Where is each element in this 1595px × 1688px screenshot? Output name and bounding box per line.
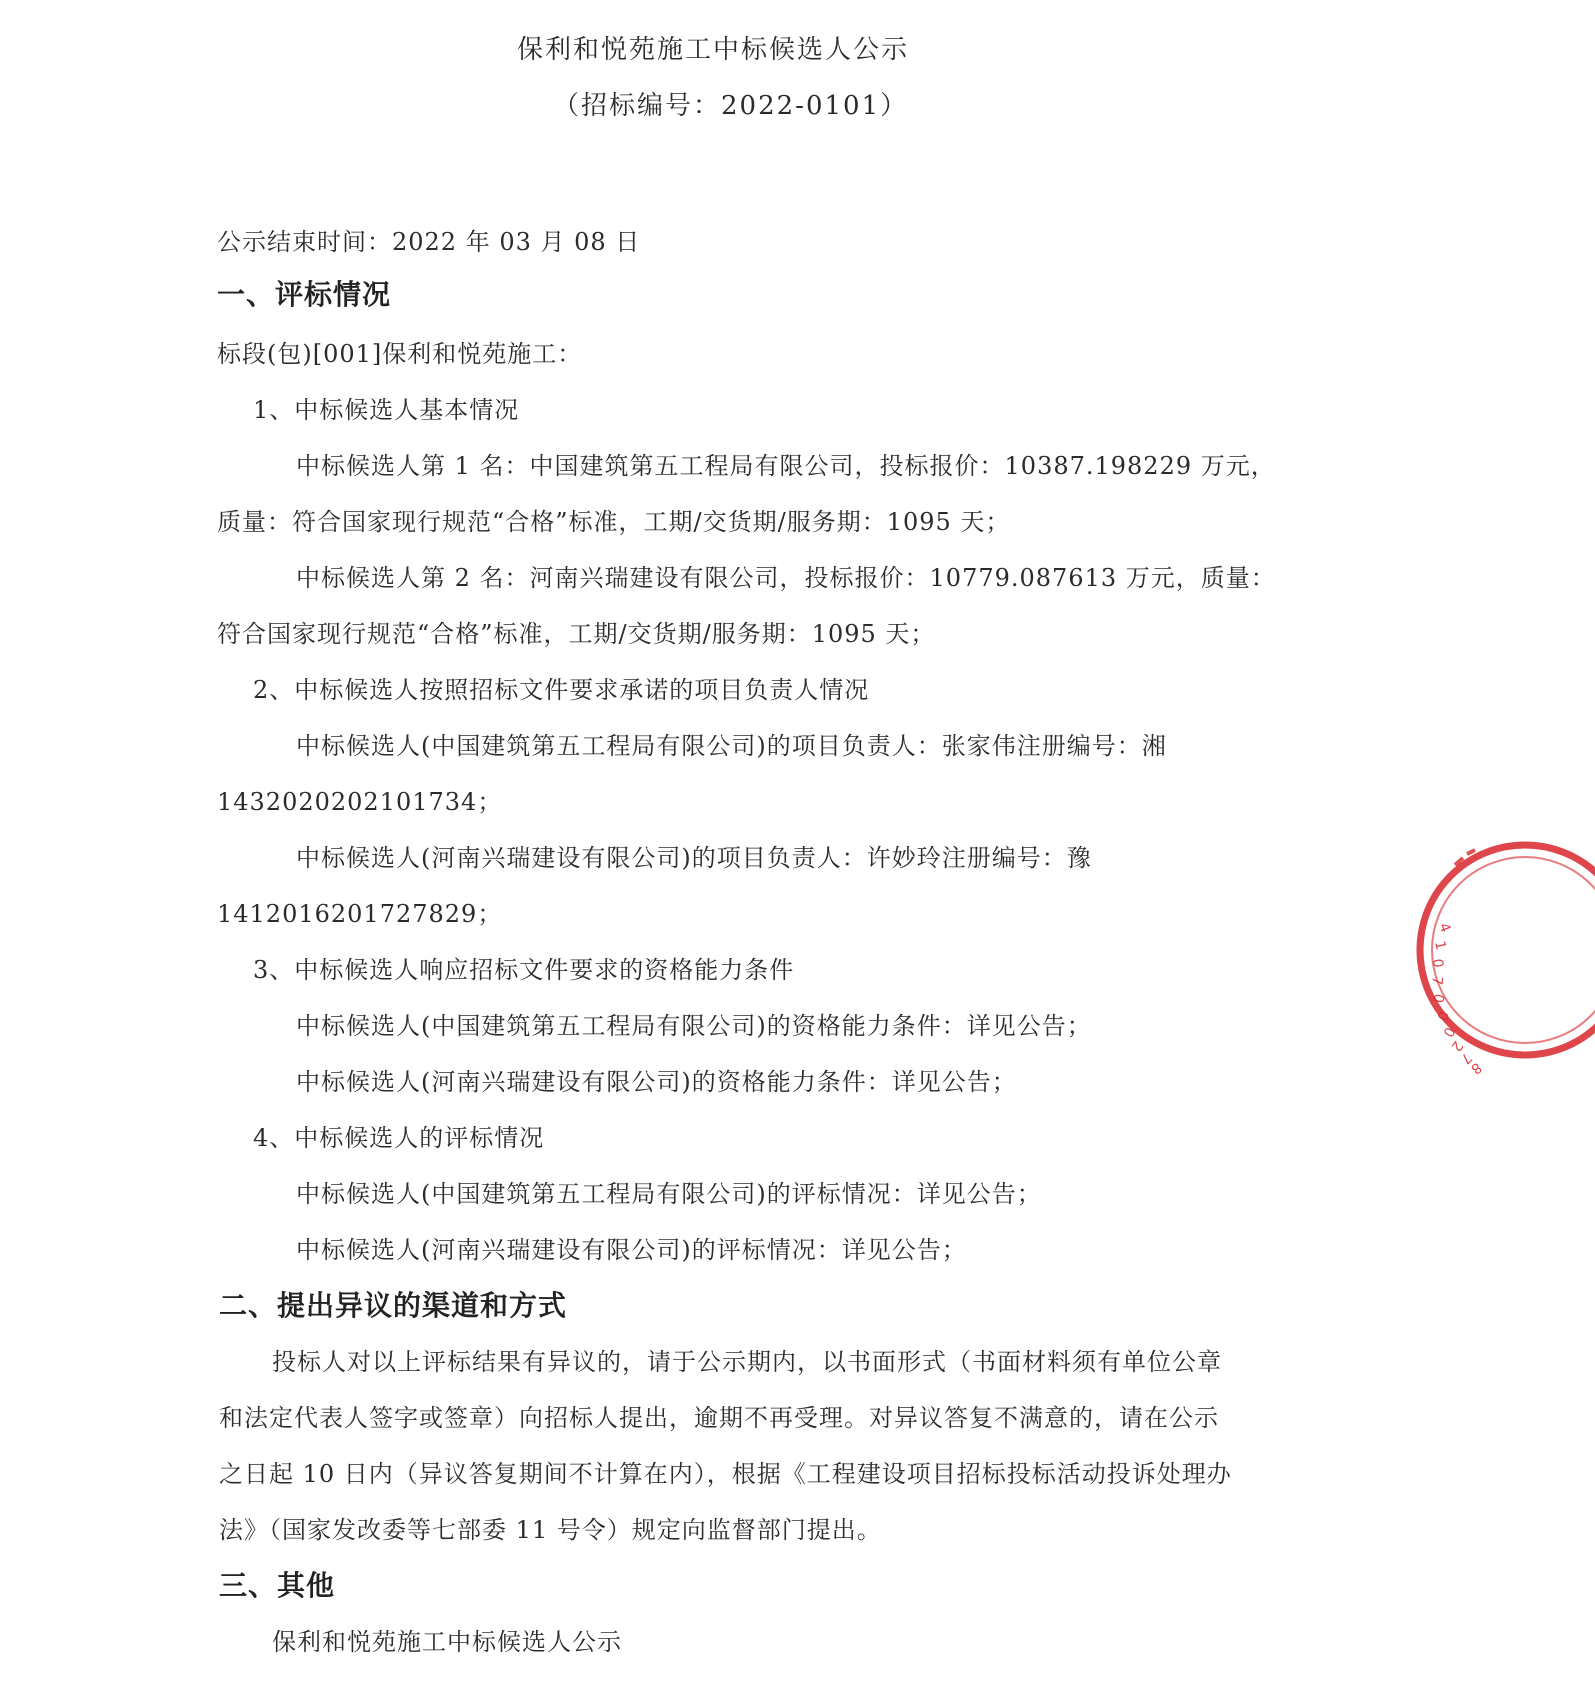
other-line1: 保利和悦苑施工中标候选人公示: [272, 1628, 622, 1656]
candidate2-line1: 中标候选人第 2 名：河南兴瑞建设有限公司，投标报价：10779.087613 万元，质量：: [296, 564, 1276, 592]
evaluation1: 中标候选人(中国建筑第五工程局有限公司)的评标情况：详见公告；: [296, 1180, 1042, 1208]
end-time: 公示结束时间：2022 年 03 月 08 日: [217, 228, 641, 256]
svg-text:8: 8: [1467, 1058, 1485, 1077]
qualification1: 中标候选人(中国建筑第五工程局有限公司)的资格能力条件：详见公告；: [296, 1012, 1092, 1040]
svg-text:0: 0: [1433, 1008, 1452, 1023]
manager2-line2: 1412016201727829；: [217, 900, 503, 928]
lot-line: 标段(包)[001]保利和悦苑施工：: [217, 340, 583, 368]
manager1-line1: 中标候选人(中国建筑第五工程局有限公司)的项目负责人：张家伟注册编号：湘: [296, 732, 1167, 760]
svg-text:7: 7: [1428, 975, 1445, 986]
section2-heading: 二、提出异议的渠道和方式: [219, 1289, 568, 1322]
svg-text:2: 2: [1447, 1037, 1466, 1055]
manager1-line2: 1432020202101734；: [217, 788, 503, 816]
objection-line2: 和法定代表人签字或签章）向招标人提出，逾期不再受理。对异议答复不满意的，请在公示: [219, 1404, 1219, 1432]
bid-number: （招标编号：2022-0101）: [553, 91, 909, 121]
evaluation2: 中标候选人(河南兴瑞建设有限公司)的评标情况：详见公告；: [296, 1236, 967, 1264]
objection-line4: 法》（国家发改委等七部委 11 号令）规定向监督部门提出。: [219, 1516, 882, 1544]
svg-text:7: 7: [1456, 1049, 1475, 1067]
document-title: 保利和悦苑施工中标候选人公示: [517, 35, 910, 65]
sub2-title: 2、中标候选人按照招标文件要求承诺的项目负责人情况: [253, 676, 870, 704]
candidate2-line2: 符合国家现行规范“合格”标准，工期/交货期/服务期：1095 天；: [217, 620, 936, 648]
sub1-title: 1、中标候选人基本情况: [253, 396, 520, 424]
objection-line1: 投标人对以上评标结果有异议的，请于公示期内，以书面形式（书面材料须有单位公章: [272, 1348, 1222, 1376]
objection-line3: 之日起 10 日内（异议答复期间不计算在内），根据《工程建设项目招标投标活动投诉处理办: [219, 1460, 1232, 1488]
section1-heading: 一、评标情况: [217, 278, 392, 311]
svg-text:0: 0: [1429, 992, 1447, 1005]
qualification2: 中标候选人(河南兴瑞建设有限公司)的资格能力条件：详见公告；: [296, 1068, 1017, 1096]
svg-text:0: 0: [1429, 958, 1446, 969]
manager2-line1: 中标候选人(河南兴瑞建设有限公司)的项目负责人：许妙玲注册编号：豫: [296, 844, 1092, 872]
candidate1-line2: 质量：符合国家现行规范“合格”标准，工期/交货期/服务期：1095 天；: [217, 508, 1011, 536]
section3-heading: 三、其他: [219, 1569, 336, 1602]
candidate1-line1: 中标候选人第 1 名：中国建筑第五工程局有限公司，投标报价：10387.198229 万元，: [296, 452, 1276, 480]
official-seal: [1405, 830, 1595, 1077]
svg-text:4: 4: [1435, 920, 1454, 935]
svg-text:0: 0: [1439, 1024, 1458, 1040]
svg-text:1: 1: [1431, 939, 1449, 952]
sub4-title: 4、中标候选人的评标情况: [253, 1124, 545, 1152]
sub3-title: 3、中标候选人响应招标文件要求的资格能力条件: [253, 956, 795, 984]
